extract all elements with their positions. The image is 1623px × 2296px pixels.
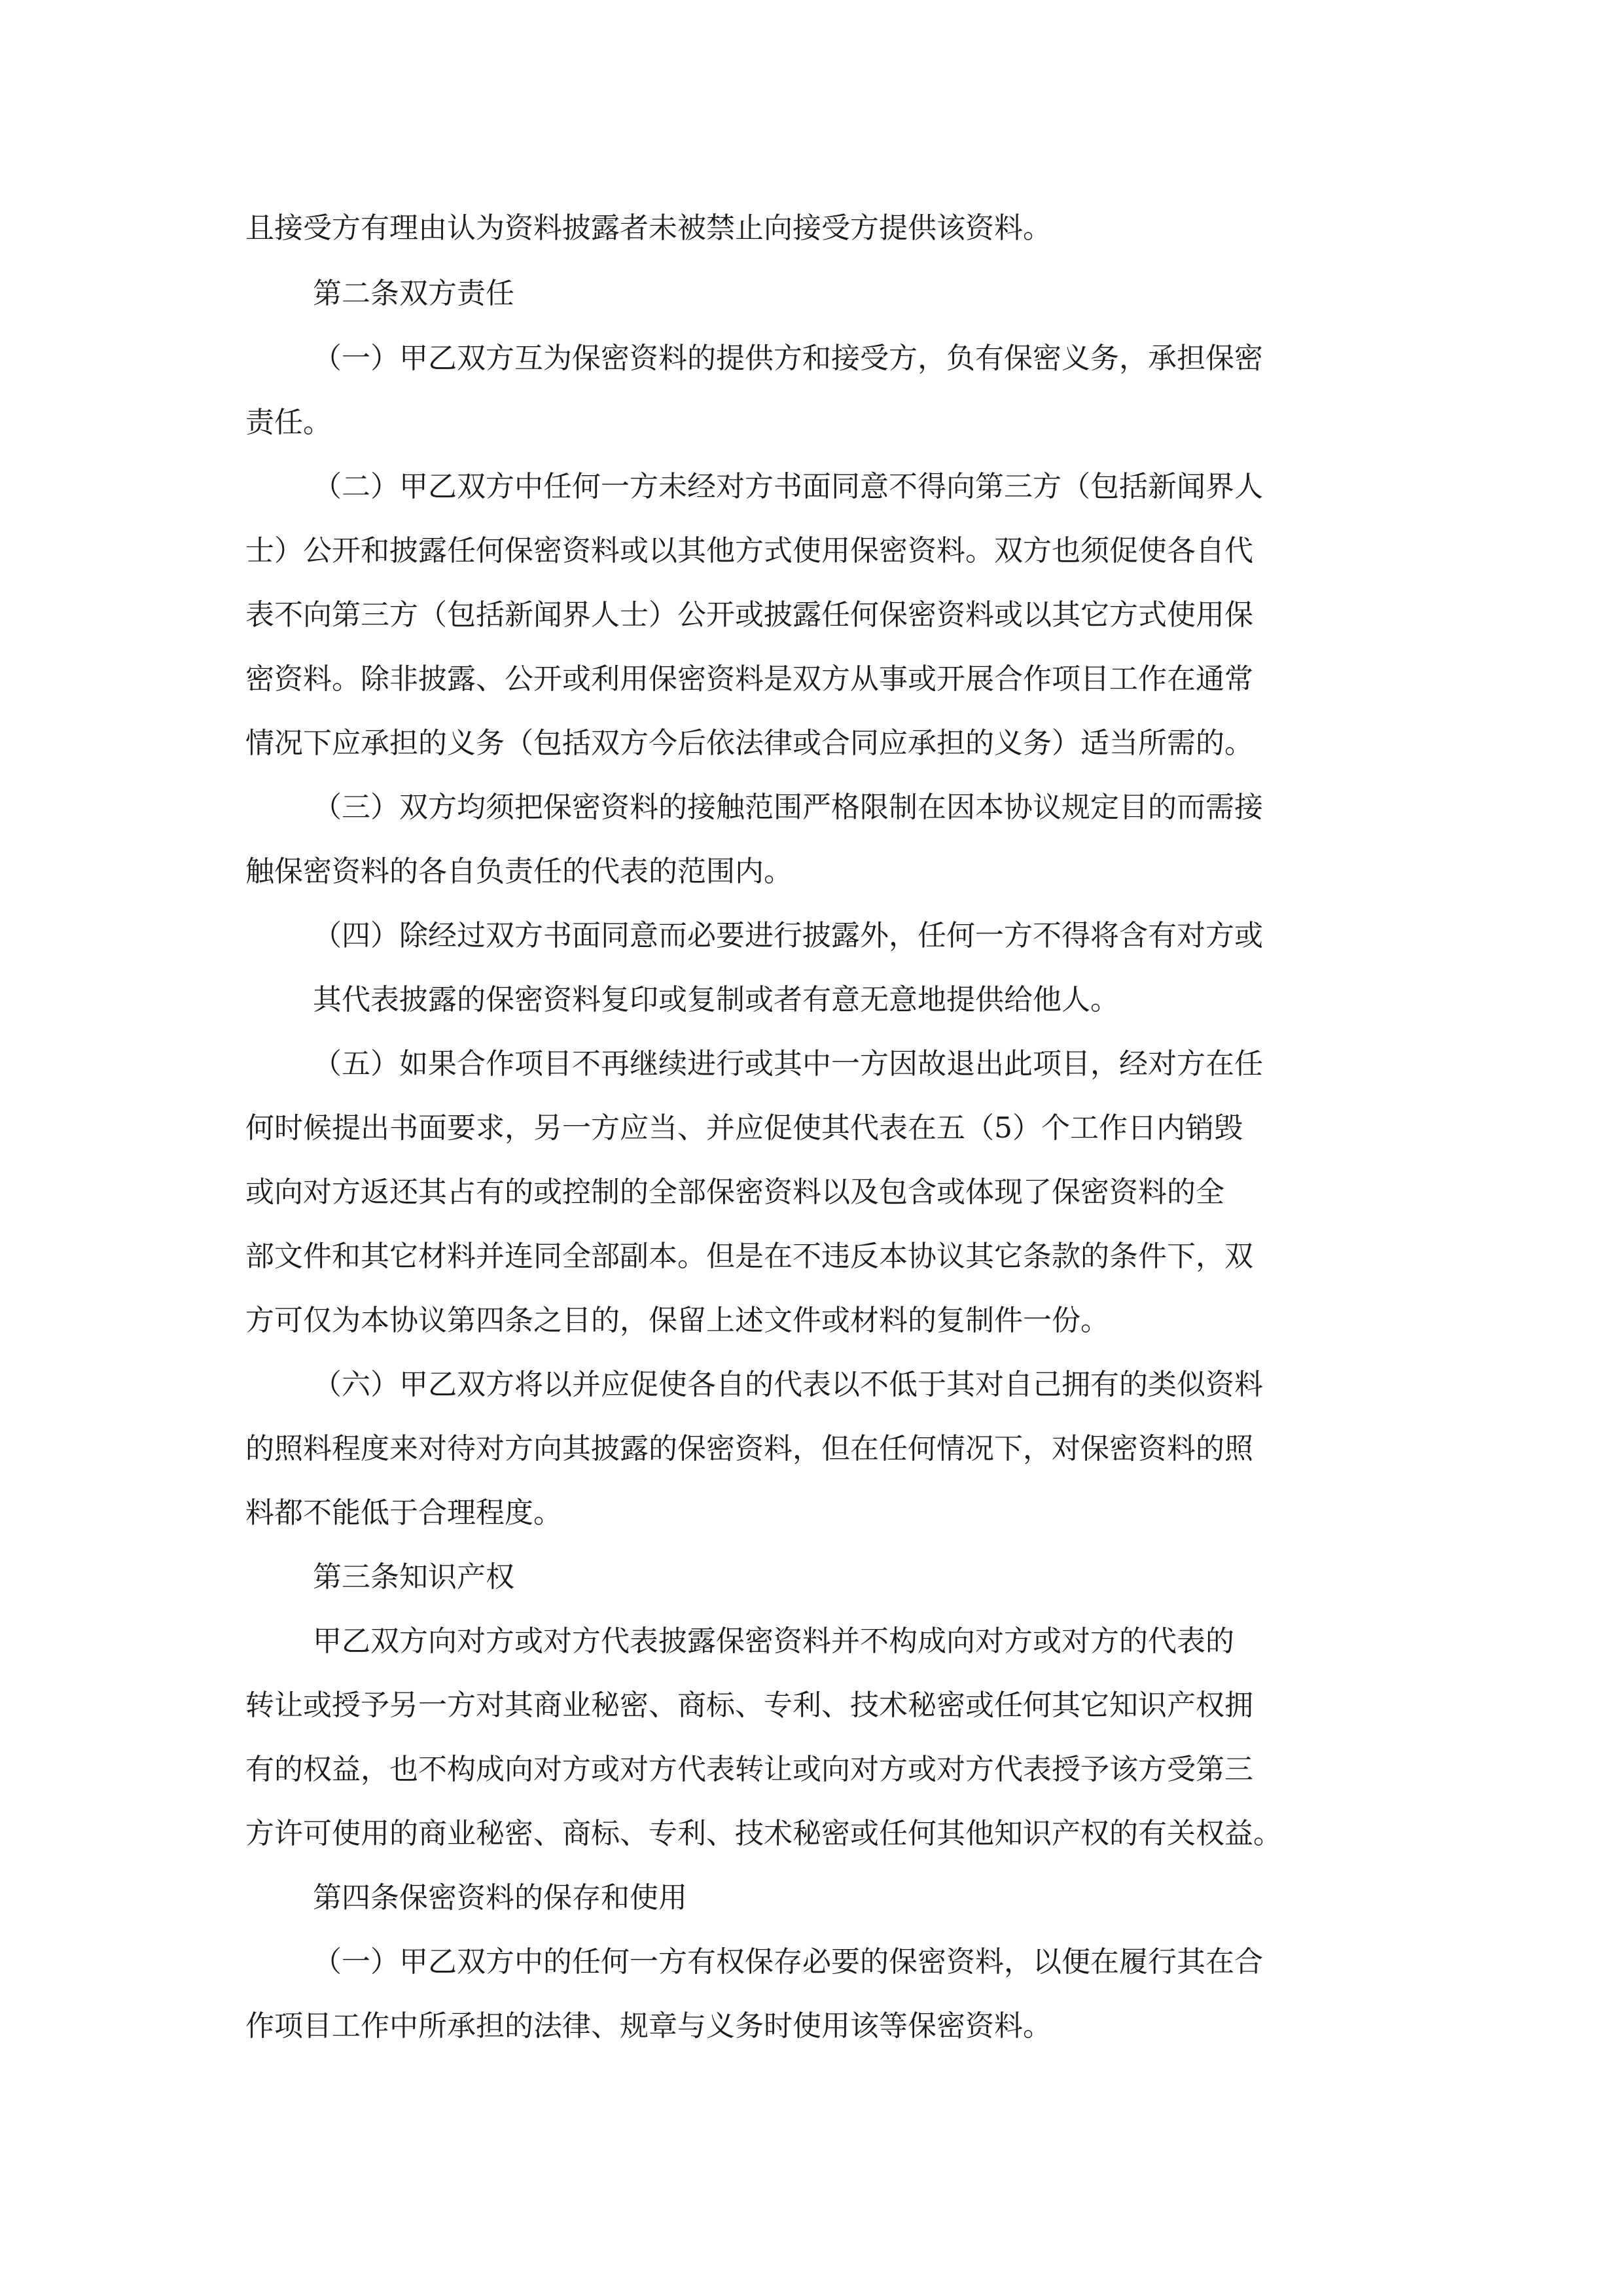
text-line: 的照料程度来对待对方向其披露的保密资料，但在任何情况下，对保密资料的照 [245,1432,1253,1465]
text-line: 方可仅为本协议第四条之目的，保留上述文件或材料的复制件一份。 [245,1304,1109,1337]
text-line: （一）甲乙双方中的任何一方有权保存必要的保密资料，以便在履行其在合 [313,1945,1263,1979]
text-line: （四）除经过双方书面同意而必要进行披露外，任何一方不得将含有对方或 [313,919,1263,952]
section-heading: 第四条保密资料的保存和使用 [313,1881,687,1914]
text-line: 有的权益，也不构成向对方或对方代表转让或向对方或对方代表授予该方受第三 [245,1753,1253,1786]
text-line: （二）甲乙双方中任何一方未经对方书面同意不得向第三方（包括新闻界人 [313,470,1263,503]
text-line: 方许可使用的商业秘密、商标、专利、技术秘密或任何其他知识产权的有关权益。 [245,1817,1282,1850]
text-line: （一）甲乙双方互为保密资料的提供方和接受方，负有保密义务，承担保密 [313,342,1263,375]
text-line: 作项目工作中所承担的法律、规章与义务时使用该等保密资料。 [245,2009,1052,2043]
section-heading: 第三条知识产权 [313,1560,514,1594]
text-line: 责任。 [245,406,332,439]
text-line: 且接受方有理由认为资料披露者未被禁止向接受方提供该资料。 [245,211,1052,245]
text-line: （五）如果合作项目不再继续进行或其中一方因故退出此项目，经对方在任 [313,1047,1263,1081]
text-line: （六）甲乙双方将以并应促使各自的代表以不低于其对自己拥有的类似资料 [313,1368,1263,1401]
text-line: 密资料。除非披露、公开或利用保密资料是双方从事或开展合作项目工作在通常 [245,662,1253,696]
text-line: 甲乙双方向对方或对方代表披露保密资料并不构成向对方或对方的代表的 [313,1624,1234,1658]
text-line: 士）公开和披露任何保密资料或以其他方式使用保密资料。双方也须促使各自代 [245,534,1253,567]
text-line: 料都不能低于合理程度。 [245,1496,562,1530]
text-line: 何时候提出书面要求，另一方应当、并应促使其代表在五（5）个工作日内销毁 [245,1111,1243,1145]
text-line: 触保密资料的各自负责任的代表的范围内。 [245,855,793,888]
text-line: （三）双方均须把保密资料的接触范围严格限制在因本协议规定目的而需接 [313,791,1263,824]
text-line: 表不向第三方（包括新闻界人士）公开或披露任何保密资料或以其它方式使用保 [245,598,1253,632]
text-line: 部文件和其它材料并连同全部副本。但是在不违反本协议其它条款的条件下，双 [245,1240,1253,1273]
text-line: 转让或授予另一方对其商业秘密、商标、专利、技术秘密或任何其它知识产权拥 [245,1689,1253,1722]
text-line: 情况下应承担的义务（包括双方今后依法律或合同应承担的义务）适当所需的。 [245,726,1253,760]
text-line: 或向对方返还其占有的或控制的全部保密资料以及包含或体现了保密资料的全 [245,1175,1224,1209]
text-line: 其代表披露的保密资料复印或复制或者有意无意地提供给他人。 [313,983,1119,1016]
section-heading: 第二条双方责任 [313,277,514,310]
